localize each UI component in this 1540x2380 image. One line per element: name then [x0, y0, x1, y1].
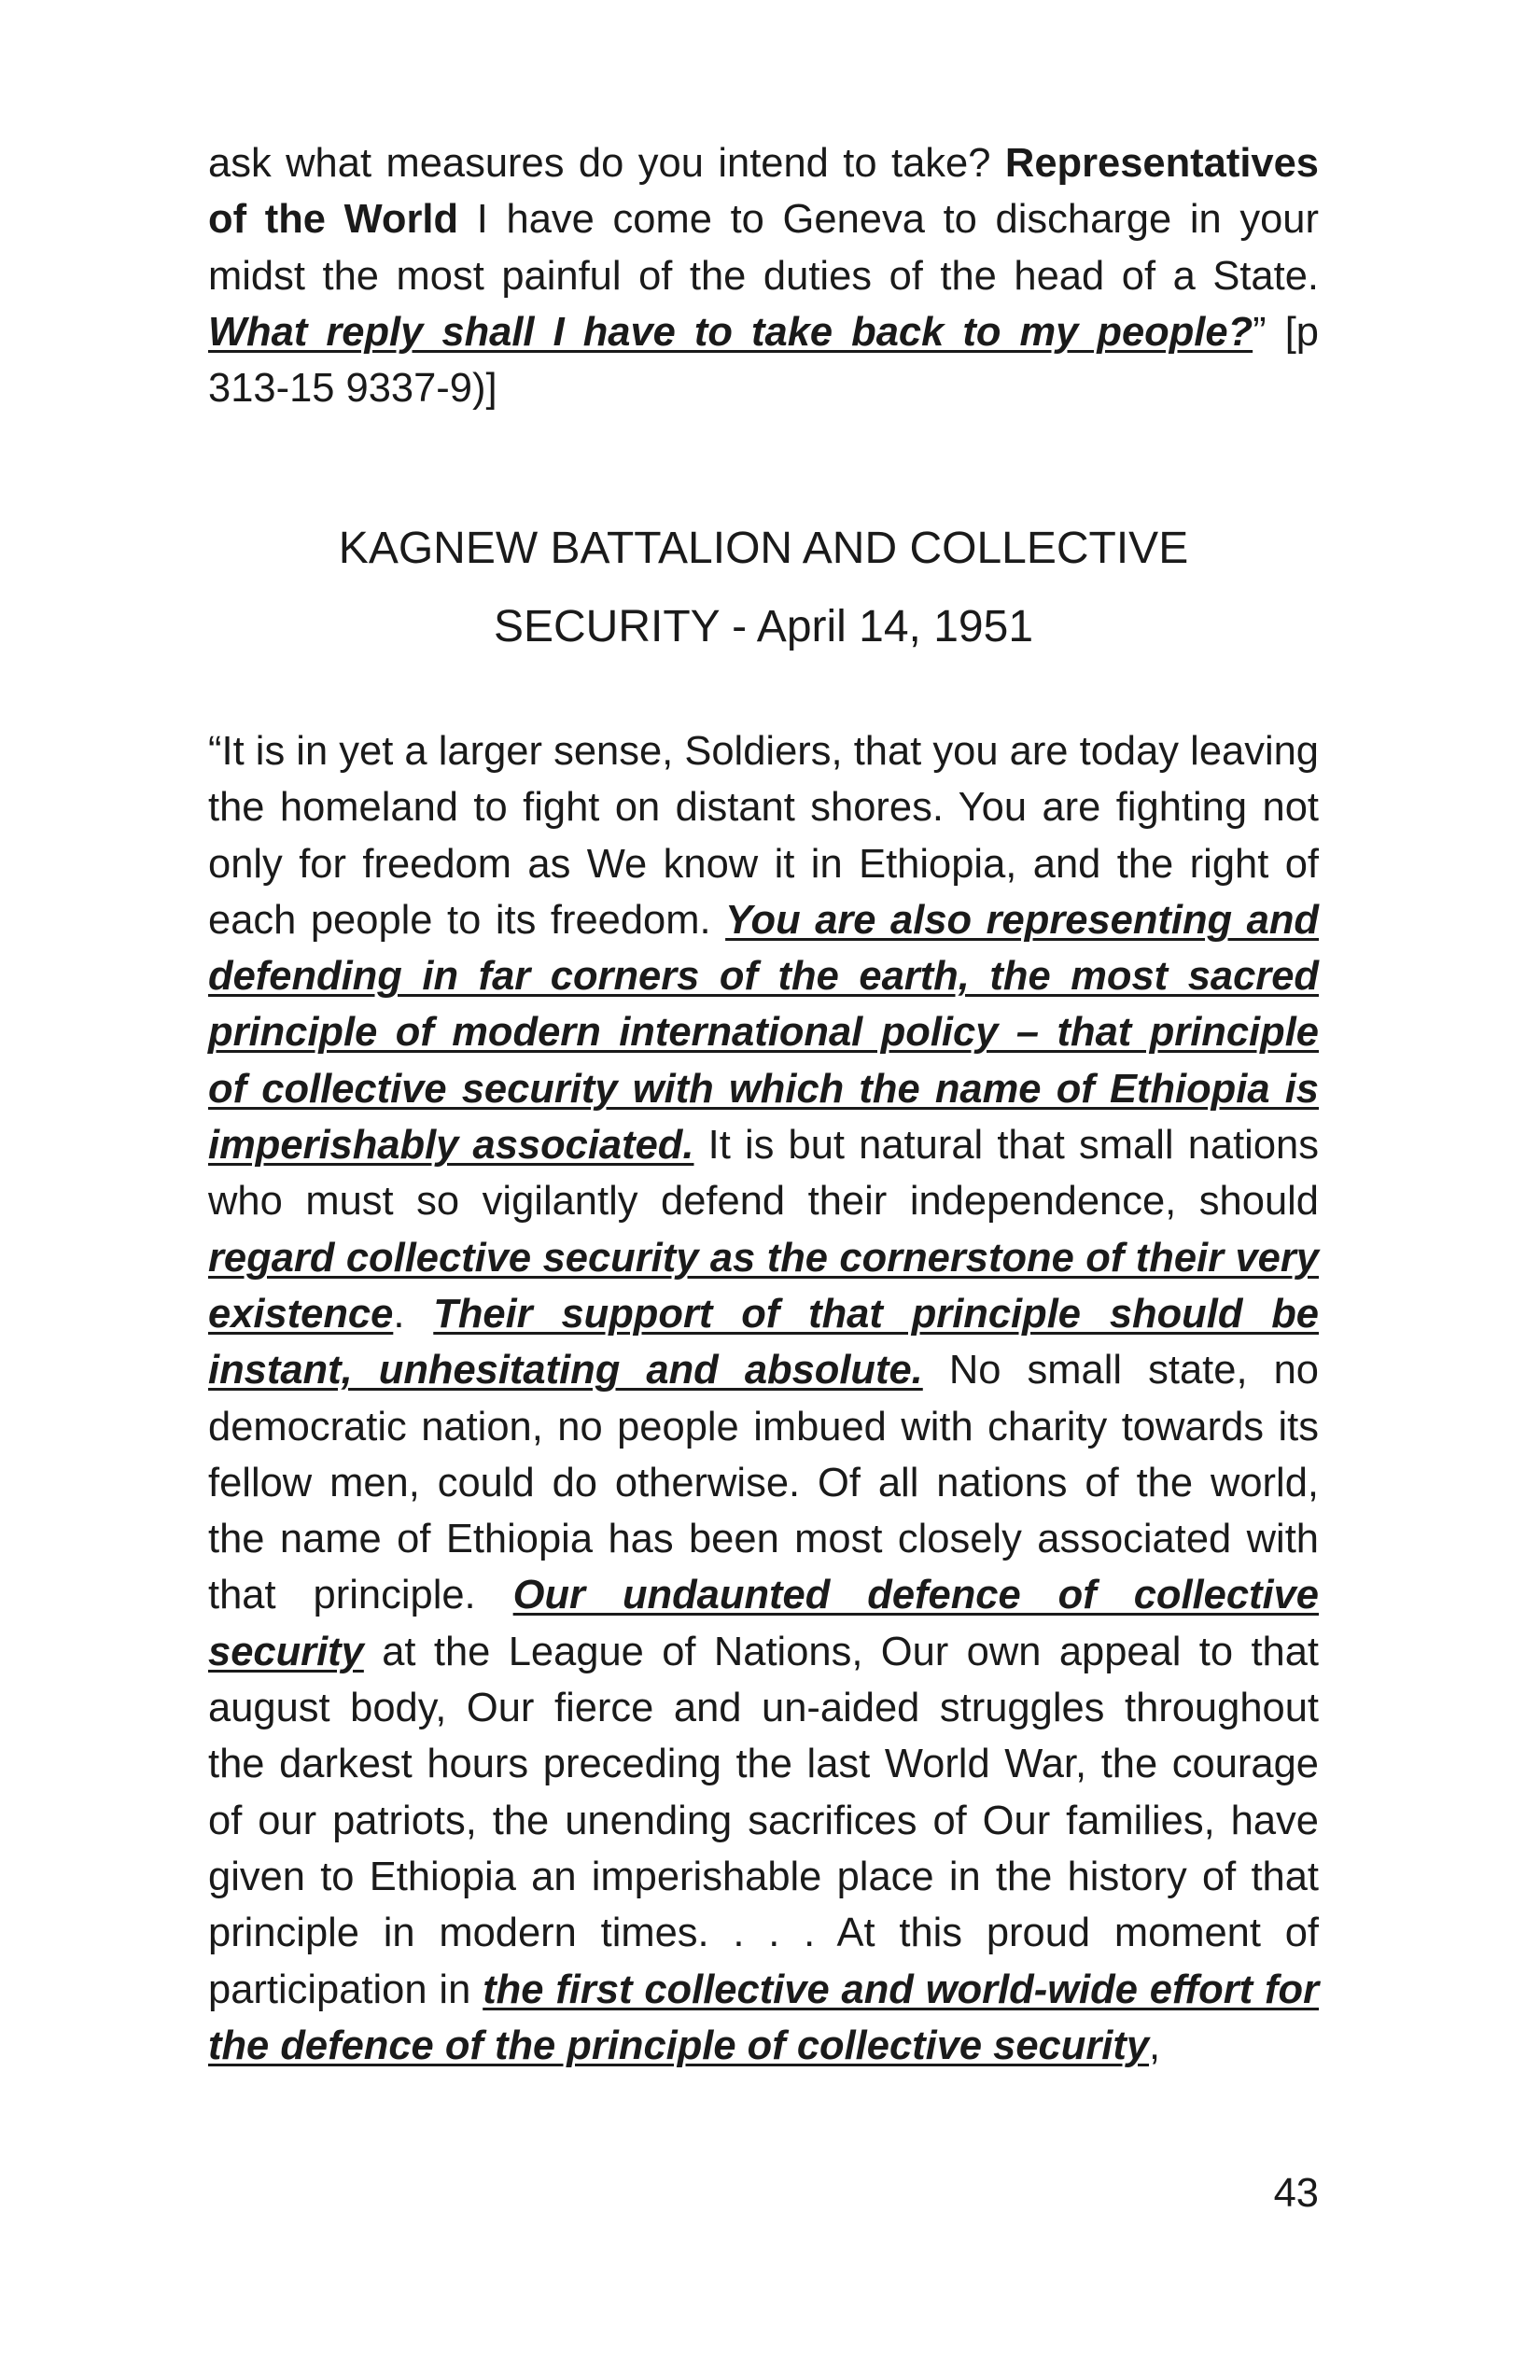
- speech-text: ask what measures do you intend to take?: [208, 141, 991, 186]
- speech-excerpt-kagnew: [208, 723, 1319, 2074]
- speech-text: at the League of Nations, Our own appeal to that august body, Our fierce and un-aided struggles throughout the darkest hours preceding the last World War, the courage of our patriots, the unending sacrifices of Our families, have given to Ethiopia an imperishable place in the history of that principle in modern times. . . . At this proud moment of participation in: [208, 1629, 1320, 2012]
- speech-text: No small state, no democratic nation, no people imbued with charity towards its fellow men, could do otherwise. Of all nations of the world, the name of Ethiopia has been most closely associated with that principle.: [208, 1348, 1320, 1618]
- emphasized-passage: You are also representing and defending in far corners of the earth, the most sacred principle of modern international policy – that principle of collective security with which the name of Ethiopia is imperishably associated.: [208, 897, 1319, 1169]
- speech-text: I have come to Geneva to discharge in your midst the most painful of the duties of the head of a State.: [208, 197, 1319, 299]
- citation: ” [p 313-15 9337-9)]: [208, 309, 1319, 412]
- speech-text: “It is in yet a larger sense, Soldiers, that you are today leaving the homeland to fight on distant shores. You are fighting not only for freedom as We know it in Ethiopia, and the right of each people to its freedom.: [208, 729, 1319, 943]
- emphasized-question: What reply shall I have to take back to my people?: [208, 309, 1253, 355]
- speech-text: It is but natural that small nations who must so vigilantly defend their independence, should: [208, 1123, 1319, 1225]
- page-number: 43: [1273, 2171, 1319, 2216]
- section-heading: [208, 510, 1319, 666]
- emphasized-passage: the first collective and world-wide effort for the defence of the principle of collective security: [208, 1967, 1320, 2068]
- speech-text: ,: [1149, 2023, 1161, 2068]
- bold-salutation: Representatives of the World: [208, 141, 1319, 243]
- emphasized-passage: Their support of that principle should be instant, unhesitating and absolute.: [208, 1291, 1319, 1393]
- speech-excerpt-geneva: [208, 135, 1319, 416]
- heading-line-1: KAGNEW BATTALION AND COLLECTIVE: [338, 524, 1189, 573]
- heading-line-2: SECURITY - April 14, 1951: [493, 602, 1034, 651]
- speech-text: .: [393, 1291, 405, 1337]
- emphasized-passage: Our undaunted defence of collective security: [208, 1573, 1319, 1674]
- emphasized-passage: regard collective security as the cornerstone of their very existence: [208, 1235, 1319, 1337]
